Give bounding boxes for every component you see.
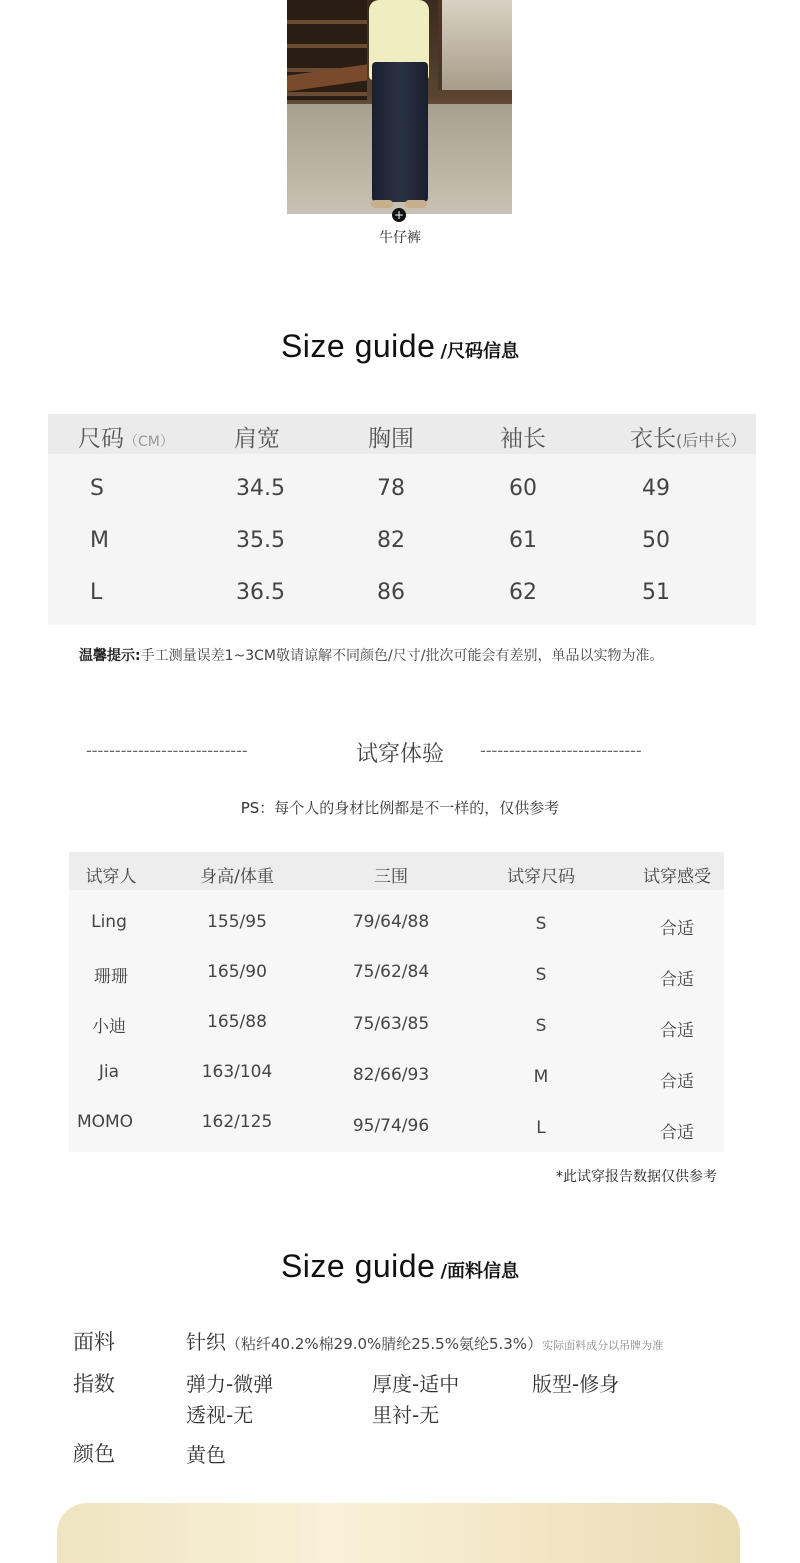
try-on-footnote: *此试穿报告数据仅供参考: [556, 1169, 717, 1185]
header-size-label: 尺码: [78, 426, 124, 452]
try-on-table: [69, 852, 724, 1152]
header-size: [78, 420, 174, 453]
person-cell: Jia: [98, 1062, 120, 1082]
try-size-cell: S: [535, 1016, 547, 1036]
bottom-banner: [57, 1503, 740, 1563]
person-cell: MOMO: [76, 1112, 134, 1132]
header-length-label: 衣长: [630, 426, 676, 452]
feel-cell: 合适: [660, 919, 694, 939]
length-cell: 49: [642, 476, 670, 501]
height-weight-cell: 163/104: [201, 1062, 273, 1082]
size-guide-title: [0, 328, 800, 365]
fabric-note: 实际面料成分以吊牌为准: [542, 1339, 664, 1352]
measurements-cell: 95/74/96: [352, 1116, 430, 1136]
height-weight-cell: 162/125: [201, 1112, 273, 1132]
header-try-size: 试穿尺码: [507, 867, 575, 887]
fabric-main: 针织: [186, 1330, 226, 1354]
length-cell: 50: [642, 528, 670, 553]
see-through-value: 透视-无: [186, 1403, 254, 1427]
try-on-table-header: [69, 852, 724, 890]
try-size-cell: S: [535, 914, 547, 934]
feel-cell: 合适: [660, 970, 694, 990]
person-cell: 珊珊: [94, 967, 128, 987]
size-cell: S: [90, 476, 104, 501]
header-height-weight: 身高/体重: [200, 867, 274, 887]
tip-label: 温馨提示:: [79, 648, 141, 664]
header-feel: 试穿感受: [643, 867, 711, 887]
fit-value: 版型-修身: [532, 1372, 620, 1396]
height-weight-cell: 155/95: [207, 912, 267, 932]
fabric-value: [186, 1326, 663, 1355]
height-weight-cell: 165/88: [207, 1012, 267, 1032]
person-cell: 小迪: [92, 1017, 126, 1037]
person-cell: Ling: [91, 912, 127, 932]
try-on-note: PS：每个人的身材比例都是不一样的，仅供参考: [240, 799, 560, 817]
header-shoulder: 肩宽: [234, 426, 280, 452]
color-label: 颜色: [73, 1442, 115, 1466]
bust-cell: 86: [377, 580, 405, 605]
divider-right: ----------------------------: [480, 741, 642, 760]
measurement-tip: [79, 645, 663, 665]
sleeve-cell: 61: [509, 528, 537, 553]
size-cell: L: [90, 580, 103, 605]
sleeve-cell: 60: [509, 476, 537, 501]
feel-cell: 合适: [660, 1123, 694, 1143]
fabric-guide-title: [0, 1248, 800, 1285]
product-photo: [287, 0, 512, 214]
header-length-note: (后中长）: [676, 431, 747, 450]
measurements-cell: 82/66/93: [352, 1065, 430, 1085]
header-person: 试穿人: [85, 867, 137, 887]
feel-cell: 合适: [660, 1072, 694, 1092]
shoe-graphic: [371, 200, 393, 208]
shoulder-cell: 36.5: [236, 580, 285, 605]
lining-value: 里衬-无: [372, 1403, 440, 1427]
bust-cell: 78: [377, 476, 405, 501]
header-size-unit: （CM）: [124, 434, 174, 450]
measurements-cell: 75/63/85: [352, 1014, 430, 1034]
divider-left: ----------------------------: [86, 741, 248, 760]
length-cell: 51: [642, 580, 670, 605]
header-sleeve: 袖长: [500, 426, 546, 452]
elastic-value: 弹力-微弹: [186, 1372, 274, 1396]
plus-icon[interactable]: +: [393, 208, 405, 222]
size-cell: M: [90, 528, 109, 553]
color-value: 黄色: [186, 1443, 226, 1467]
header-bust: 胸围: [368, 426, 414, 452]
tip-text: 手工测量误差1~3CM敬请谅解不同颜色/尺寸/批次可能会有差别，单品以实物为准。: [140, 648, 664, 664]
shoe-graphic: [405, 200, 427, 208]
measurements-cell: 79/64/88: [352, 912, 430, 932]
header-length: [630, 420, 746, 453]
header-measurements: 三围: [374, 867, 408, 887]
fabric-guide-title-en: Size guide: [280, 1248, 436, 1284]
try-size-cell: S: [535, 965, 547, 985]
fabric-detail: （粘纤40.2%棉29.0%腈纶25.5%氨纶5.3%）: [226, 1335, 543, 1353]
thickness-value: 厚度-适中: [372, 1372, 460, 1396]
index-label: 指数: [73, 1372, 115, 1396]
feel-cell: 合适: [660, 1021, 694, 1041]
size-table: [48, 414, 756, 625]
try-on-title: 试穿体验: [355, 742, 444, 767]
shoulder-cell: 35.5: [236, 528, 285, 553]
size-guide-title-en: Size guide: [280, 328, 436, 364]
try-size-cell: L: [536, 1118, 546, 1138]
model-jeans-graphic: [372, 62, 428, 202]
fabric-label: 面料: [73, 1330, 115, 1354]
measurements-cell: 75/62/84: [352, 962, 430, 982]
size-guide-title-cn: /尺码信息: [440, 341, 520, 362]
fabric-guide-title-cn: /面料信息: [440, 1261, 520, 1282]
product-caption: 牛仔裤: [379, 230, 421, 246]
shoulder-cell: 34.5: [236, 476, 285, 501]
window-graphic: [438, 0, 512, 90]
try-size-cell: M: [533, 1067, 549, 1087]
sleeve-cell: 62: [509, 580, 537, 605]
height-weight-cell: 165/90: [207, 962, 267, 982]
bust-cell: 82: [377, 528, 405, 553]
size-table-header: [48, 414, 756, 454]
